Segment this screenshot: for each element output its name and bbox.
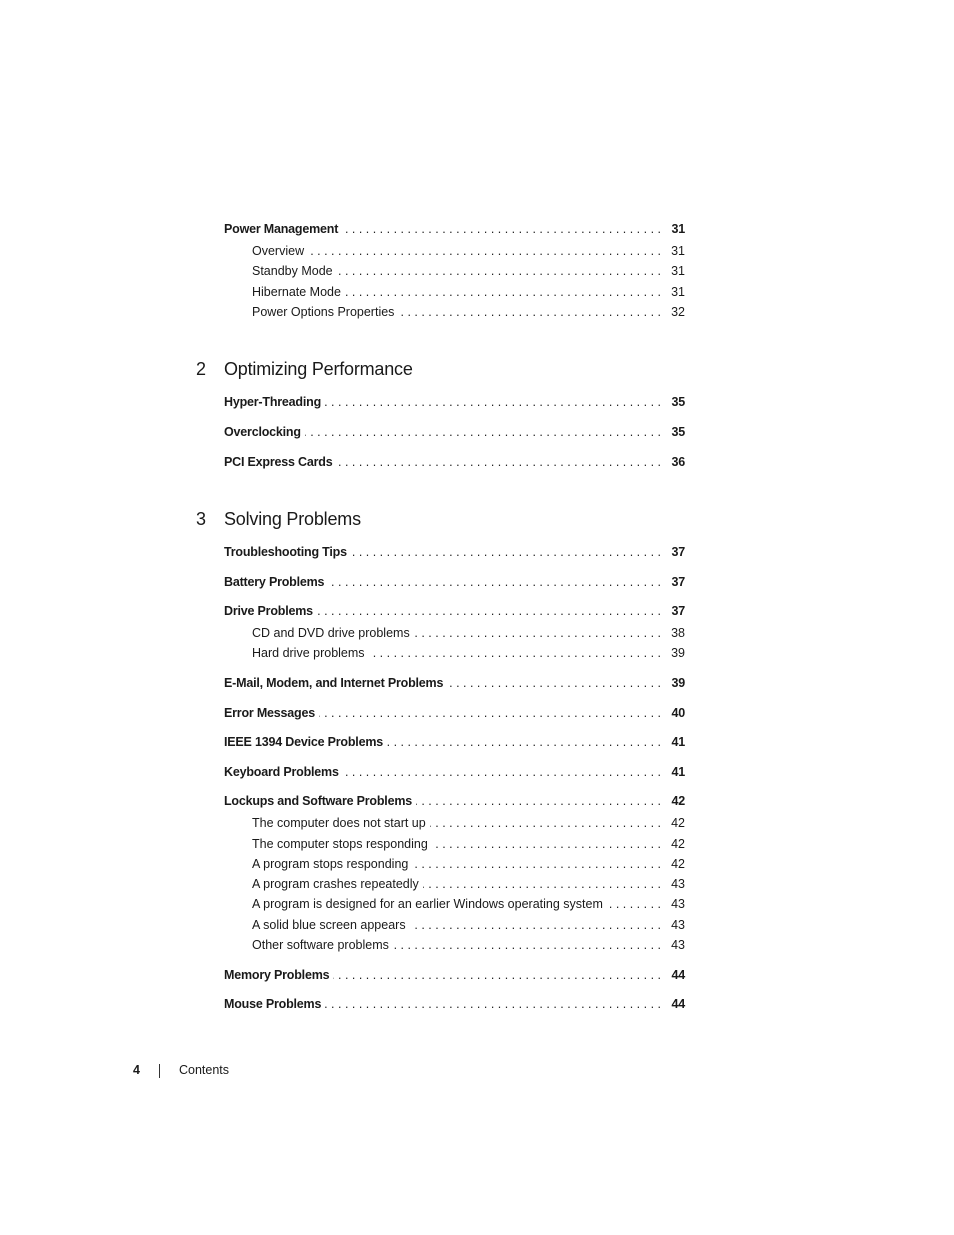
toc-page-number: 42 bbox=[671, 794, 685, 808]
dot-leader bbox=[319, 704, 661, 722]
chapter-title: Optimizing Performance bbox=[224, 359, 413, 379]
toc-page-number: 32 bbox=[671, 305, 685, 319]
dot-leader bbox=[325, 995, 661, 1013]
toc-page-number: 31 bbox=[671, 285, 685, 299]
toc-page-number: 42 bbox=[671, 837, 685, 851]
toc-page-number: 35 bbox=[671, 395, 685, 409]
dot-leader bbox=[430, 814, 661, 832]
toc-entry-title: Overview bbox=[252, 244, 305, 258]
dot-leader bbox=[398, 303, 661, 321]
toc-page-number: 42 bbox=[671, 857, 685, 871]
toc-subentry[interactable] bbox=[252, 644, 685, 662]
toc-entry-title: The computer does not start up bbox=[252, 816, 426, 830]
toc-entry-title: Hibernate Mode bbox=[252, 285, 341, 299]
toc-entry[interactable] bbox=[224, 453, 685, 471]
toc-entry-title: A program crashes repeatedly bbox=[252, 877, 419, 891]
dot-leader bbox=[423, 875, 661, 893]
dot-leader bbox=[369, 644, 661, 662]
dot-leader bbox=[342, 220, 661, 238]
toc-entry-title: The computer stops responding bbox=[252, 837, 428, 851]
dot-leader bbox=[317, 602, 661, 620]
toc-page-number: 37 bbox=[671, 604, 685, 618]
toc-page-number: 39 bbox=[671, 676, 685, 690]
toc-entry-title: Power Management bbox=[224, 222, 339, 236]
toc-entry-title: Hyper-Threading bbox=[224, 395, 322, 409]
dot-leader bbox=[393, 936, 661, 954]
toc-entry[interactable] bbox=[224, 966, 685, 984]
toc-entry-title: CD and DVD drive problems bbox=[252, 626, 410, 640]
chapter-number: 3 bbox=[196, 509, 206, 529]
dot-leader bbox=[410, 916, 661, 934]
toc-entry[interactable] bbox=[224, 602, 685, 620]
footer-label: Contents bbox=[179, 1063, 230, 1077]
chapter-heading bbox=[196, 357, 413, 381]
chapter-number: 2 bbox=[196, 359, 206, 379]
toc-entry-title: Mouse Problems bbox=[224, 997, 322, 1011]
dot-leader bbox=[412, 855, 661, 873]
toc-entry[interactable] bbox=[224, 220, 685, 238]
toc-page-number: 35 bbox=[671, 425, 685, 439]
toc-entry-title: IEEE 1394 Device Problems bbox=[224, 735, 383, 749]
toc-page-number: 31 bbox=[671, 222, 685, 236]
toc-entry[interactable] bbox=[224, 674, 685, 692]
toc-page-number: 38 bbox=[671, 626, 685, 640]
chapter-heading bbox=[196, 507, 361, 531]
toc-entry[interactable] bbox=[224, 995, 685, 1013]
toc-page-number: 43 bbox=[671, 897, 685, 911]
toc-subentry[interactable] bbox=[252, 936, 685, 954]
toc-entry-title: Standby Mode bbox=[252, 264, 333, 278]
toc-subentry[interactable] bbox=[252, 303, 685, 321]
toc-page-number: 39 bbox=[671, 646, 685, 660]
toc-entry[interactable] bbox=[224, 704, 685, 722]
dot-leader bbox=[336, 453, 661, 471]
toc-entry-title: Other software problems bbox=[252, 938, 389, 952]
chapter-title: Solving Problems bbox=[224, 509, 361, 529]
toc-page-number: 44 bbox=[671, 997, 685, 1011]
toc-subentry[interactable] bbox=[252, 624, 685, 642]
toc-page-number: 43 bbox=[671, 938, 685, 952]
dot-leader bbox=[432, 835, 661, 853]
dot-leader bbox=[328, 573, 661, 591]
toc-subentry[interactable] bbox=[252, 242, 685, 260]
toc-entry-title: Error Messages bbox=[224, 706, 315, 720]
dot-leader bbox=[416, 792, 661, 810]
toc-subentry[interactable] bbox=[252, 916, 685, 934]
toc-page-number: 43 bbox=[671, 918, 685, 932]
toc-page-number: 31 bbox=[671, 264, 685, 278]
dot-leader bbox=[414, 624, 661, 642]
page-number: 4 bbox=[133, 1063, 140, 1077]
toc-entry-title: Overclocking bbox=[224, 425, 301, 439]
dot-leader bbox=[308, 242, 661, 260]
toc-subentry[interactable] bbox=[252, 283, 685, 301]
toc-page-number: 31 bbox=[671, 244, 685, 258]
toc-subentry[interactable] bbox=[252, 262, 685, 280]
toc-entry-title: Hard drive problems bbox=[252, 646, 365, 660]
toc-entry-title: Drive Problems bbox=[224, 604, 313, 618]
toc-entry[interactable] bbox=[224, 763, 685, 781]
toc-entry[interactable] bbox=[224, 733, 685, 751]
toc-entry-title: Battery Problems bbox=[224, 575, 325, 589]
toc-subentry[interactable] bbox=[252, 814, 685, 832]
toc-subentry[interactable] bbox=[252, 855, 685, 873]
toc-entry-title: Memory Problems bbox=[224, 968, 330, 982]
toc-entry[interactable] bbox=[224, 393, 685, 411]
toc-page-number: 36 bbox=[671, 455, 685, 469]
toc-entry-title: PCI Express Cards bbox=[224, 455, 333, 469]
footer-divider bbox=[159, 1064, 160, 1078]
toc-page-number: 37 bbox=[671, 545, 685, 559]
toc-entry-title: A solid blue screen appears bbox=[252, 918, 406, 932]
toc-page-number: 44 bbox=[671, 968, 685, 982]
dot-leader bbox=[337, 262, 661, 280]
toc-entry-title: E-Mail, Modem, and Internet Problems bbox=[224, 676, 444, 690]
toc-entry[interactable] bbox=[224, 423, 685, 441]
toc-page-number: 41 bbox=[671, 735, 685, 749]
toc-page-number: 41 bbox=[671, 765, 685, 779]
toc-entry-title: Troubleshooting Tips bbox=[224, 545, 347, 559]
toc-subentry[interactable] bbox=[252, 875, 685, 893]
toc-entry[interactable] bbox=[224, 573, 685, 591]
toc-entry-title: A program stops responding bbox=[252, 857, 409, 871]
toc-page-number: 37 bbox=[671, 575, 685, 589]
toc-entry[interactable] bbox=[224, 543, 685, 561]
dot-leader bbox=[325, 393, 661, 411]
dot-leader bbox=[447, 674, 661, 692]
dot-leader bbox=[387, 733, 661, 751]
toc-entry-title: Lockups and Software Problems bbox=[224, 794, 412, 808]
toc-entry-title: A program is designed for an earlier Windows operating system bbox=[252, 897, 603, 911]
dot-leader bbox=[305, 423, 661, 441]
dot-leader bbox=[333, 966, 661, 984]
dot-leader bbox=[345, 283, 661, 301]
toc-entry-title: Power Options Properties bbox=[252, 305, 395, 319]
dot-leader bbox=[351, 543, 661, 561]
toc-entry-title: Keyboard Problems bbox=[224, 765, 339, 779]
toc-page-number: 40 bbox=[671, 706, 685, 720]
toc-page-number: 42 bbox=[671, 816, 685, 830]
toc-subentry[interactable] bbox=[252, 835, 685, 853]
toc-subentry[interactable] bbox=[252, 895, 685, 913]
dot-leader bbox=[607, 895, 661, 913]
dot-leader bbox=[343, 763, 661, 781]
toc-entry[interactable] bbox=[224, 792, 685, 810]
toc-page-number: 43 bbox=[671, 877, 685, 891]
